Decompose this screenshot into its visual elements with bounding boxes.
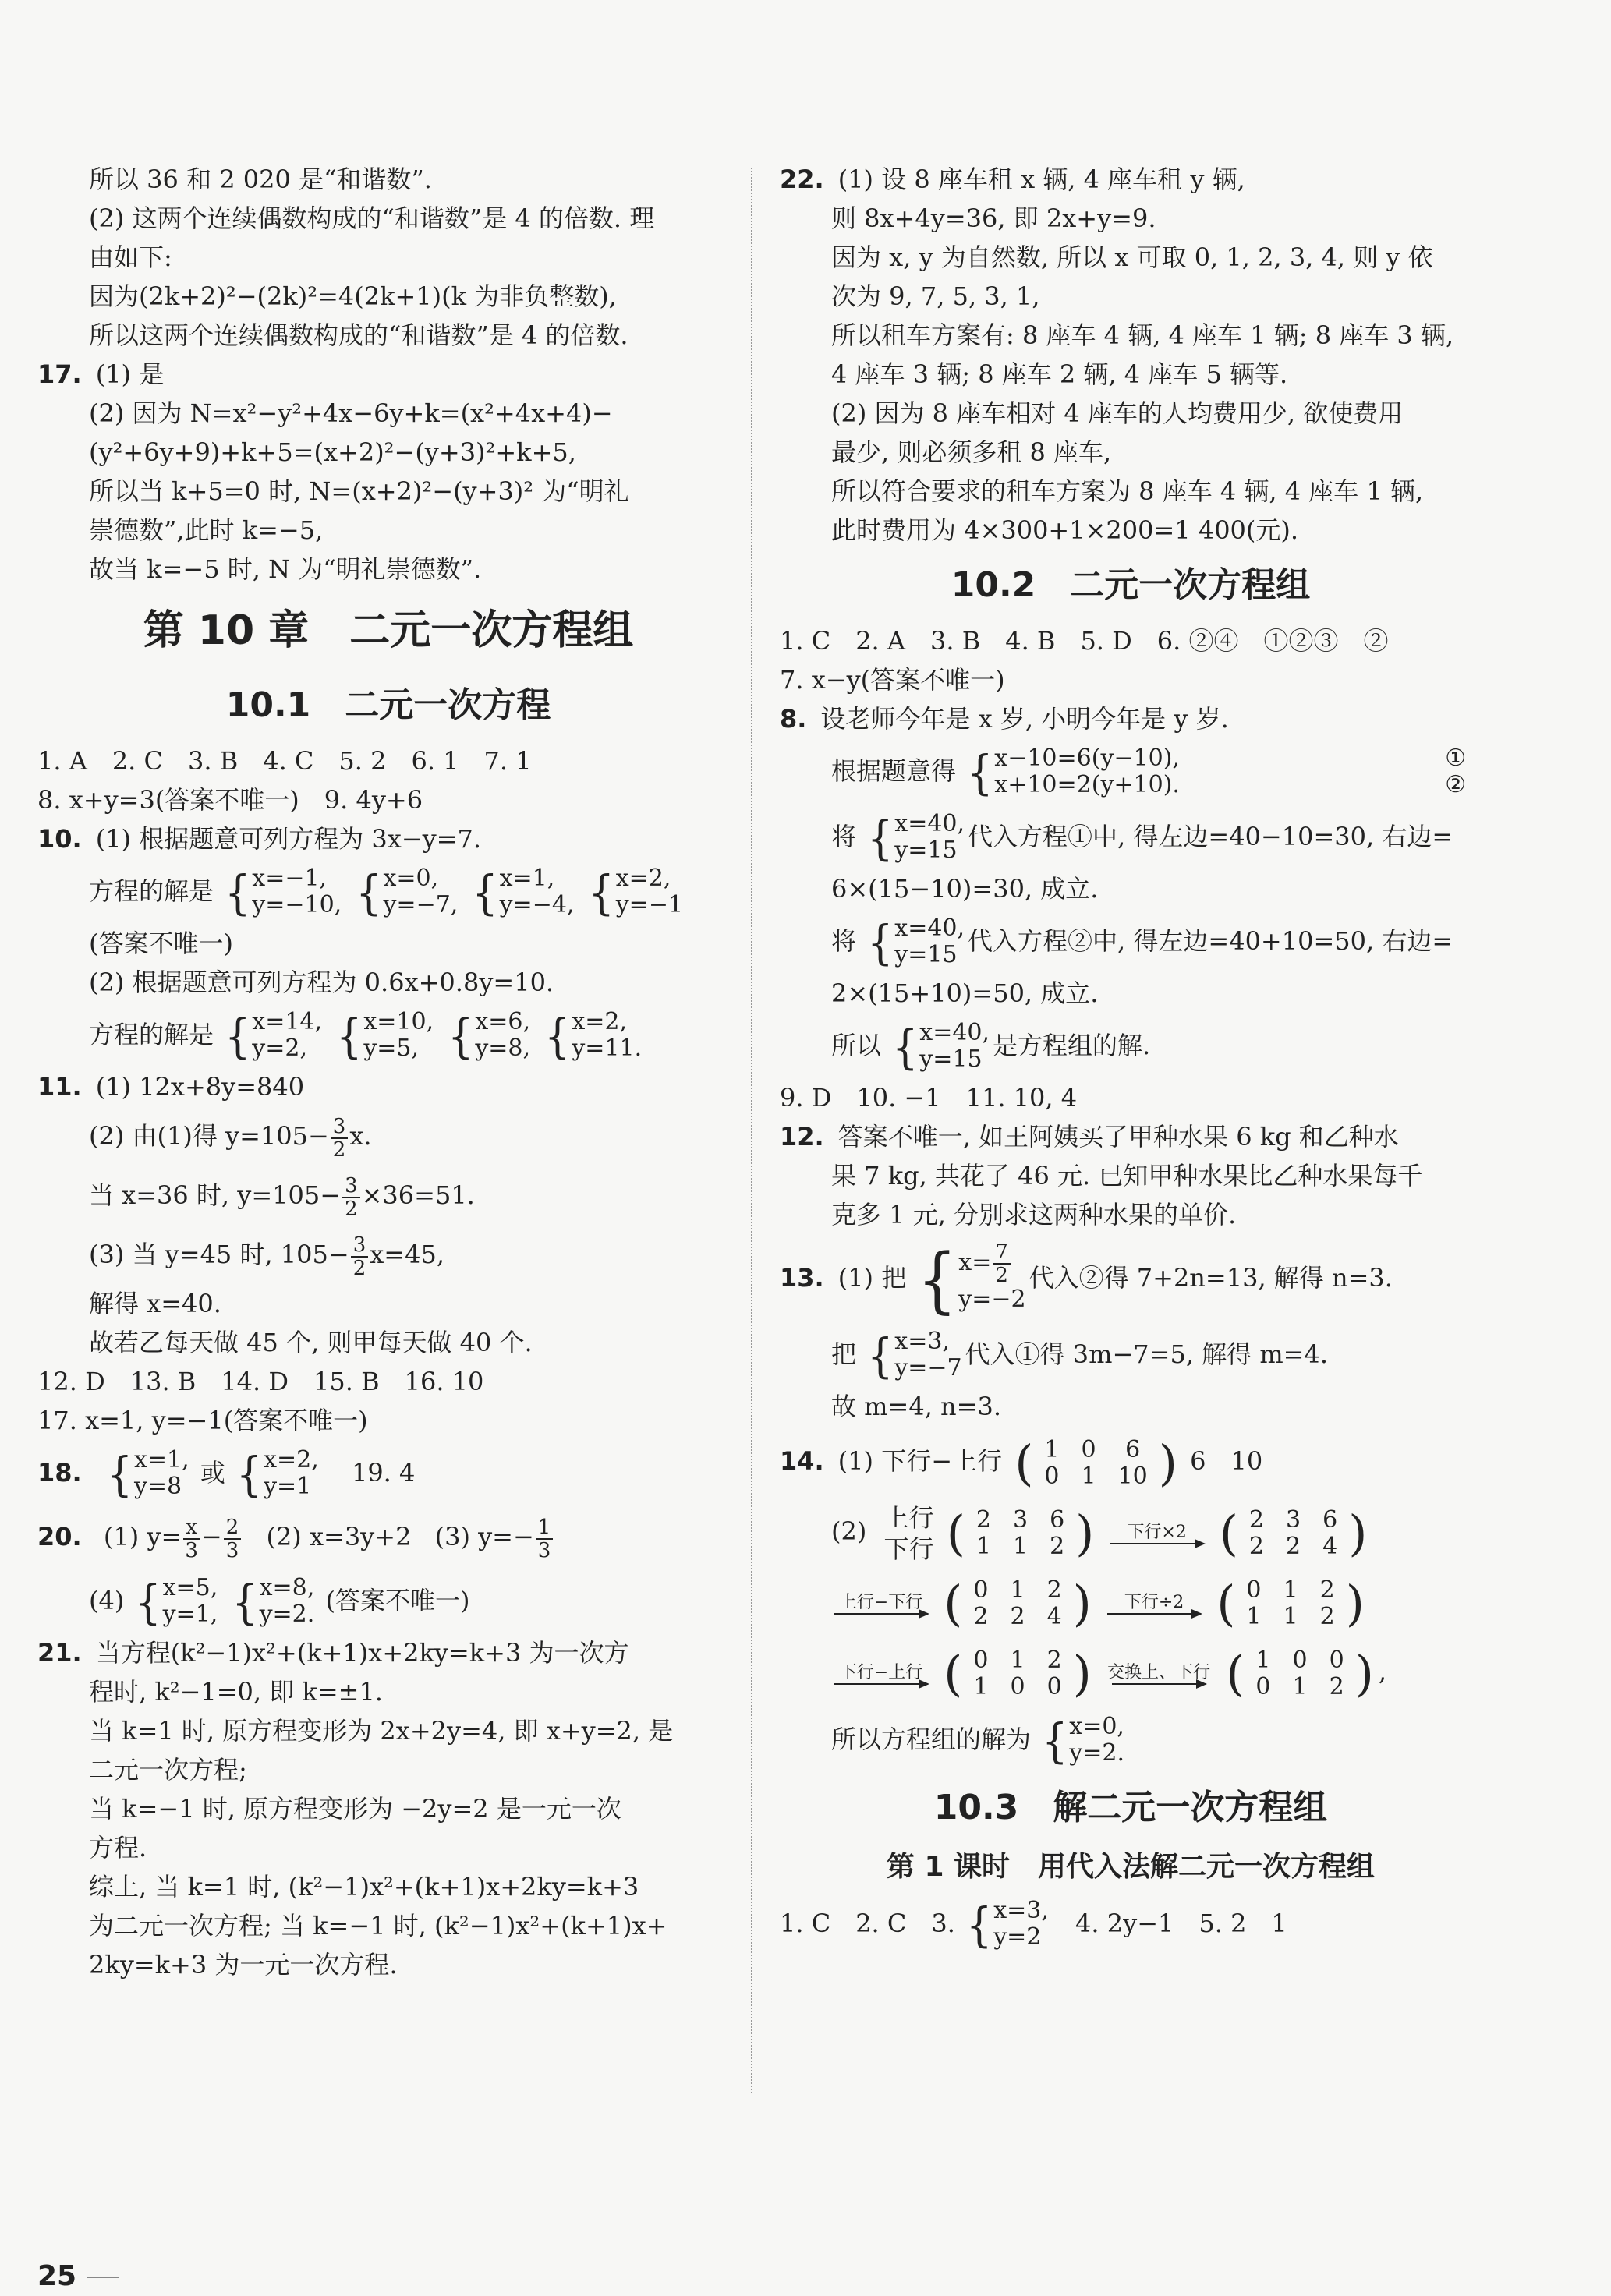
text-line: 把 { x=3, y=−7 代入①得 3m−7=5, 解得 m=4. <box>831 1327 1329 1383</box>
arrow-operation: 下行÷2 <box>1107 1593 1201 1615</box>
equation-system: { x=1, y=−4, <box>472 864 575 920</box>
text-line: 方程. <box>89 1833 147 1863</box>
answers-8-9: 8. x+y=3(答案不唯一) 9. 4y+6 <box>37 785 423 815</box>
equation-system: { x=40, y=15 <box>867 809 965 865</box>
answer-8: 8. 设老师今年是 x 岁, 小明今年是 y 岁. <box>780 704 1229 734</box>
arrow-operation: 交换上、下行 <box>1107 1663 1210 1685</box>
answer-10: 10. (1) 根据题意可列方程为 3x−y=7. <box>37 824 482 854</box>
text-line: 程时, k²−1=0, 即 k=±1. <box>89 1677 383 1707</box>
answer-20-4: (4) { x=5, y=1, { x=8, y=2. (答案不唯一) <box>89 1573 470 1629</box>
solution-set-2: 方程的解是 { x=14, y=2, { x=10, y=5, { x=6, y=8, { x=2, y=11. <box>89 1007 643 1063</box>
equation-system: { x=0, y=2. <box>1042 1712 1124 1768</box>
text-line: 所以这两个连续偶数构成的“和谐数”是 4 的倍数. <box>89 320 628 350</box>
text-line: 故当 k=−5 时, N 为“明礼崇德数”. <box>89 554 482 584</box>
text-line: 所以 { x=40, y=15 是方程组的解. <box>831 1018 1151 1074</box>
fraction: $\frac{7}{2}$ <box>993 1241 1011 1286</box>
text-line: 崇德数”,此时 k=−5, <box>89 515 324 545</box>
matrix-step-2 <box>780 1566 1482 1636</box>
matrix: ( 0 1 2 1 1 2 ) <box>1216 1574 1365 1632</box>
section-title-10-2: 10.2 二元一次方程组 <box>951 565 1311 605</box>
answers-9-11: 9. D 10. −1 11. 10, 4 <box>780 1083 1078 1113</box>
text-line: 当 k=1 时, 原方程变形为 2x+2y=4, 即 x+y=2, 是 <box>89 1716 674 1746</box>
fraction: $\frac{3}{2}$ <box>331 1116 349 1161</box>
text-line: (2) 根据题意可列方程为 0.6x+0.8y=10. <box>89 968 554 997</box>
section-title-10-3: 10.3 解二元一次方程组 <box>933 1788 1328 1827</box>
text-line: 则 8x+4y=36, 即 2x+y=9. <box>831 203 1156 233</box>
answers-12-16: 12. D 13. B 14. D 15. B 16. 10 <box>37 1367 484 1396</box>
equation-line: 根据题意得 { x−10=6(y−10), ① x+10=2(y+10). ② <box>831 744 1467 800</box>
equation-system: { x=2, y=1 <box>236 1445 319 1502</box>
equation-system: { x=3, y=2 <box>966 1896 1049 1952</box>
text-line: 所以当 k+5=0 时, N=(x+2)²−(y+3)² 为“明礼 <box>89 476 629 506</box>
text-line: 因为(2k+2)²−(2k)²=4(2k+1)(k 为非负整数), <box>89 281 617 311</box>
text-line: (2) 这两个连续偶数构成的“和谐数”是 4 的倍数. 理 <box>89 203 655 233</box>
text-line: 故 m=4, n=3. <box>831 1392 1001 1421</box>
answer-17b: 17. x=1, y=−1(答案不唯一) <box>37 1406 368 1435</box>
fraction: $\frac{3}{2}$ <box>342 1175 360 1220</box>
text-line: 解得 x=40. <box>89 1289 221 1318</box>
chapter-title: 第 10 章 二元一次方程组 <box>143 607 634 654</box>
text-line: 所以符合要求的租车方案为 8 座车 4 辆, 4 座车 1 辆, <box>831 476 1424 506</box>
answer-17: 17. (1) 是 <box>37 359 165 389</box>
text-line: 最少, 则必须多租 8 座车, <box>831 437 1112 467</box>
equation-system: { x=0, y=−7, <box>356 864 459 920</box>
answer-21: 21. 当方程(k²−1)x²+(k+1)x+2ky=k+3 为一次方 <box>37 1638 629 1668</box>
text-line: 为二元一次方程; 当 k=−1 时, (k²−1)x²+(k+1)x+ <box>89 1911 667 1940</box>
column-divider <box>751 168 752 2093</box>
equation-system: { x=1, y=8 <box>106 1445 189 1502</box>
text-line: (2) 由(1)得 y=105− $\frac{3}{2}$ x. <box>89 1114 372 1162</box>
page-number: 25 <box>37 2257 119 2296</box>
text-line: 所以方程组的解为 { x=0, y=2. <box>831 1712 1124 1768</box>
text-line: 6×(15−10)=30, 成立. <box>831 874 1099 904</box>
matrix-step-3: 下行−上行 ( 0 1 2 1 0 0 ) 交换上、下行 ( 1 0 0 0 1 2 ) , <box>780 1636 1482 1707</box>
fraction: $\frac{2}{3}$ <box>224 1516 242 1562</box>
arrow-operation: 下行−上行 <box>834 1663 928 1685</box>
text-line: 所以 36 和 2 020 是“和谐数”. <box>89 165 432 194</box>
text-line: 将 { x=40, y=15 代入方程②中, 得左边=40+10=50, 右边= <box>831 914 1453 970</box>
text-line: 此时费用为 4×300+1×200=1 400(元). <box>831 515 1299 545</box>
text-line: (3) 当 y=45 时, 105− $\frac{3}{2}$ x=45, <box>89 1233 444 1280</box>
text-line: (2) 因为 8 座车相对 4 座车的人均费用少, 欲使费用 <box>831 398 1404 428</box>
answer-20: 20. (1) y= $\frac{x}{3}$ − $\frac{2}{3}$ (2) x=3y+2 (3) y=− $\frac{1}{3}$ <box>37 1505 739 1568</box>
matrix: ( 1 0 0 0 1 2 ) <box>1226 1644 1374 1702</box>
equation-system: { x=2, y=11. <box>544 1007 643 1063</box>
equation-system: { x−10=6(y−10), ① x+10=2(y+10). ② <box>967 744 1467 800</box>
equation-system: { x=8, y=2. <box>232 1573 315 1629</box>
fraction: $\frac{x}{3}$ <box>183 1516 200 1562</box>
text-line: (y²+6y+9)+k+5=(x+2)²−(y+3)²+k+5, <box>89 437 576 467</box>
left-column <box>37 160 739 2292</box>
answer-7: 7. x−y(答案不唯一) <box>780 665 1005 695</box>
equation-system: { x=10, y=5, <box>336 1007 434 1063</box>
right-column <box>780 160 1482 1956</box>
text-line: 克多 1 元, 分别求这两种水果的单价. <box>831 1200 1237 1229</box>
text-line: 故若乙每天做 45 个, 则甲每天做 40 个. <box>89 1328 533 1357</box>
matrix: ( 2 3 6 2 2 4 ) <box>1219 1504 1368 1562</box>
text-line: 次为 9, 7, 5, 3, 1, <box>831 281 1040 311</box>
fraction: $\frac{3}{2}$ <box>351 1234 369 1279</box>
text-line: 综上, 当 k=1 时, (k²−1)x²+(k+1)x+2ky=k+3 <box>89 1872 639 1902</box>
matrix: ( 2 3 6 1 1 2 ) <box>946 1504 1095 1562</box>
text-line: 当 k=−1 时, 原方程变形为 −2y=2 是一元一次 <box>89 1794 621 1824</box>
lesson-title: 第 1 课时 用代入法解二元一次方程组 <box>886 1851 1376 1883</box>
text-line: (答案不唯一) <box>89 929 233 958</box>
answer-11: 11. (1) 12x+8y=840 <box>37 1072 305 1102</box>
equation-system: { x=40, y=15 <box>867 914 965 970</box>
text-line: (2) 因为 N=x²−y²+4x−6y+k=(x²+4x+4)− <box>89 398 613 428</box>
arrow-operation: 下行×2 <box>1110 1523 1204 1544</box>
arrow-operation: 上行−下行 <box>834 1593 928 1615</box>
text-line: 因为 x, y 为自然数, 所以 x 可取 0, 1, 2, 3, 4, 则 y 依 <box>831 242 1433 272</box>
equation-system: { x=3, y=−7 <box>867 1327 962 1383</box>
text-line: 2×(15+10)=50, 成立. <box>831 978 1099 1008</box>
equation-system: { x=2, y=−1 <box>588 864 684 920</box>
text-line: 所以租车方案有: 8 座车 4 辆, 4 座车 1 辆; 8 座车 3 辆, <box>831 320 1454 350</box>
text-line: 2ky=k+3 为一元一次方程. <box>89 1950 398 1979</box>
answer-14: 14. (1) 下行−上行 ( 1 0 6 0 1 10 ) 6 10 <box>780 1434 1263 1491</box>
equation-system: { x=14, y=2, <box>225 1007 323 1063</box>
text-line: 由如下: <box>89 242 172 272</box>
text-line: 当 x=36 时, y=105− $\frac{3}{2}$ ×36=51. <box>89 1173 475 1221</box>
text-line: 将 { x=40, y=15 代入方程①中, 得左边=40−10=30, 右边= <box>831 809 1453 865</box>
matrix: ( 1 0 6 0 1 10 ) <box>1014 1434 1177 1491</box>
equation-system: { x=6, y=8, <box>448 1007 531 1063</box>
answers-lesson-1: 1. C 2. C 3. { x=3, y=2 4. 2y−1 5. 2 1 <box>780 1896 1287 1952</box>
answer-12: 12. 答案不唯一, 如王阿姨买了甲种水果 6 kg 和乙种水 <box>780 1122 1399 1152</box>
equation-system: { x=5, y=1, <box>135 1573 218 1629</box>
text-line: 4 座车 3 辆; 8 座车 2 辆, 4 座车 5 辆等. <box>831 359 1288 389</box>
equation-system: { x= $\frac{7}{2}$ y=−2 <box>917 1237 1026 1321</box>
answer-22: 22. (1) 设 8 座车租 x 辆, 4 座车租 y 辆, <box>780 165 1245 194</box>
fraction: $\frac{1}{3}$ <box>536 1516 554 1562</box>
matrix: ( 0 1 2 2 2 4 ) <box>944 1574 1092 1632</box>
text-line: 二元一次方程; <box>89 1755 247 1785</box>
matrix-step-1: (2) 上行 下行 ( 2 3 6 1 1 2 ) 下行×2 ( 2 3 6 2 2 4 ) <box>831 1502 1368 1564</box>
answer-13: 13. (1) 把 { x= $\frac{7}{2}$ y=−2 代入②得 7+2n=13, 解得 n=3. <box>780 1237 1393 1321</box>
answers-1-7: 1. A 2. C 3. B 4. C 5. 2 6. 1 7. 1 <box>37 746 532 776</box>
equation-system: { x=−1, y=−10, <box>225 864 342 920</box>
text-line: 果 7 kg, 共花了 46 元. 已知甲种水果比乙种水果每千 <box>831 1161 1423 1190</box>
solution-set-1: 方程的解是 { x=−1, y=−10, { x=0, y=−7, { x=1, y=−4, { x=2, y=−1 <box>89 864 684 920</box>
equation-system: { x=40, y=15 <box>892 1018 990 1074</box>
section-title-10-1: 10.1 二元一次方程 <box>225 685 551 725</box>
answer-18-19: 18. { x=1, y=8 或 { x=2, y=1 19. 4 <box>37 1445 416 1502</box>
answers-1-6: 1. C 2. A 3. B 4. B 5. D 6. ②④ ①②③ ② <box>780 626 1389 656</box>
matrix: ( 0 1 2 1 0 0 ) <box>944 1644 1092 1702</box>
